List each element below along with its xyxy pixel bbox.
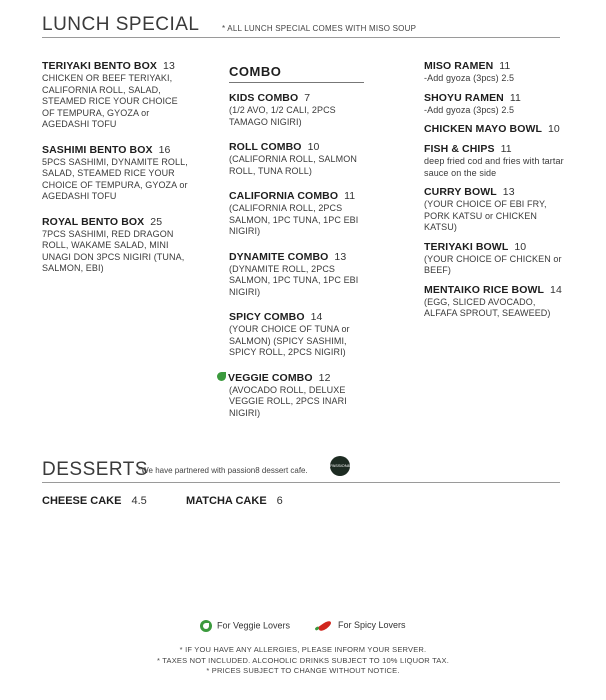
item-price: 6 (276, 495, 283, 507)
item-description: (YOUR CHOICE OF TUNA or SALMON) (SPICY SASHIMI, SPICY ROLL, 2PCS NIGIRI) (229, 324, 350, 357)
item-price: 10 (547, 123, 560, 135)
menu-item (229, 372, 369, 420)
item-price: 12 (318, 371, 331, 384)
menu-item (42, 216, 192, 275)
item-price: 4.5 (131, 495, 147, 507)
bowls-column (424, 60, 569, 327)
lunch-special-note: * ALL LUNCH SPECIAL COMES WITH MISO SOUP (222, 24, 417, 33)
item-name: CHICKEN MAYO BOWL (424, 123, 542, 135)
item-price: 10 (514, 240, 527, 253)
item-description: deep fried cod and fries with tartar sauce on the side (424, 156, 564, 178)
item-description: (YOUR CHOICE OF CHICKEN or BEEF) (424, 253, 562, 275)
item-price: 11 (344, 190, 356, 202)
menu-item (229, 311, 369, 359)
item-description: -Add gyoza (3pcs) 2.5 (424, 104, 515, 115)
item-price: 11 (499, 60, 511, 72)
desserts-divider (42, 482, 560, 483)
item-name: MENTAIKO RICE BOWL (424, 283, 545, 296)
item-description: (YOUR CHOICE OF EBI FRY, PORK KATSU or CHICKEN KATSU) (424, 199, 547, 232)
item-description: -Add gyoza (3pcs) 2.5 (424, 73, 515, 83)
item-description: (CALIFORNIA ROLL, 2PCS SALMON, 1PC TUNA, 1PC EBI NIGIRI) (229, 203, 359, 236)
footer-line: * TAXES NOT INCLUDED. ALCOHOLIC DRINKS SUBJECT TO 10% LIQUOR TAX. (157, 655, 449, 665)
item-name: VEGGIE COMBO (228, 371, 313, 384)
item-name: CHEESE CAKE (42, 495, 122, 507)
item-description: (1/2 AVO, 1/2 CALI, 2PCS TAMAGO NIGIRI) (229, 105, 336, 127)
dessert-item (186, 495, 283, 507)
item-price: 13 (163, 60, 175, 72)
footer-notes (0, 645, 606, 677)
item-description: (CALIFORNIA ROLL, SALMON ROLL, TUNA ROLL) (229, 154, 357, 176)
item-name: TERIYAKI BOWL (424, 240, 509, 253)
menu-item (424, 284, 569, 320)
item-price: 14 (310, 311, 323, 323)
menu-item (424, 241, 569, 277)
menu-item (229, 92, 369, 128)
item-price: 11 (500, 143, 512, 155)
veggie-leaf-icon (217, 372, 226, 381)
menu-item (424, 123, 569, 136)
desserts-note: *We have partnered with passion8 dessert cafe. (138, 466, 308, 475)
item-price: 14 (550, 283, 562, 296)
menu-item (424, 143, 569, 179)
menu-item (424, 92, 569, 117)
menu-item (42, 144, 192, 203)
chili-pepper-icon (318, 619, 333, 632)
dessert-item (42, 495, 147, 507)
footer-line: * PRICES SUBJECT TO CHANGE WITHOUT NOTICE. (206, 666, 400, 675)
item-name: SASHIMI BENTO BOX (42, 143, 153, 156)
item-name: TERIYAKI BENTO BOX (42, 60, 157, 72)
veggie-leaf-icon (200, 620, 212, 632)
legend-spicy: For Spicy Lovers (318, 620, 406, 630)
menu-item (424, 186, 569, 234)
item-name: SPICY COMBO (229, 311, 305, 323)
combo-column (229, 64, 369, 432)
item-name: MATCHA CAKE (186, 495, 267, 507)
item-description: (AVOCADO ROLL, DELUXE VEGGIE ROLL, 2PCS INARI NIGIRI) (229, 384, 347, 418)
passion8-logo: PASSION8 (330, 456, 350, 476)
item-price: 11 (509, 91, 521, 104)
desserts-title: DESSERTS (42, 459, 149, 480)
item-name: FISH & CHIPS (424, 143, 495, 155)
item-price: 13 (334, 250, 347, 263)
combo-heading: COMBO (229, 64, 364, 83)
menu-item (229, 141, 369, 177)
footer-line: * IF YOU HAVE ANY ALLERGIES, PLEASE INFORM YOUR SERVER. (179, 645, 427, 654)
item-price: 7 (304, 92, 311, 104)
item-name: ROYAL BENTO BOX (42, 215, 145, 228)
item-name: ROLL COMBO (229, 141, 302, 153)
item-description: 5PCS SASHIMI, DYNAMITE ROLL, SALAD, STEAMED RICE YOUR CHOICE OF TEMPURA, GYOZA or AGEDASHI TOFU (42, 156, 188, 201)
item-name: KIDS COMBO (229, 92, 299, 104)
item-price: 16 (158, 143, 171, 156)
menu-item (424, 60, 569, 85)
item-name: CALIFORNIA COMBO (229, 190, 339, 202)
item-name: DYNAMITE COMBO (229, 250, 329, 263)
item-description: (DYNAMITE ROLL, 2PCS SALMON, 1PC TUNA, 1PC EBI NIGIRI) (229, 263, 359, 297)
item-description: (EGG, SLICED AVOCADO, ALFAFA SPROUT, SEAWEED) (424, 296, 551, 318)
item-price: 10 (307, 141, 320, 153)
menu-item (229, 190, 369, 238)
lunch-special-title: LUNCH SPECIAL (42, 14, 200, 35)
menu-item (229, 251, 369, 299)
item-name: SHOYU RAMEN (424, 91, 504, 104)
item-price: 13 (502, 186, 515, 198)
item-price: 25 (150, 215, 163, 228)
item-description: 7PCS SASHIMI, RED DRAGON ROLL, WAKAME SALAD, MINI UNAGI DON 3PCS NIGIRI (TUNA, SALMON, EBI) (42, 228, 185, 273)
item-description: CHICKEN OR BEEF TERIYAKI, CALIFORNIA ROLL, SALAD, STEAMED RICE YOUR CHOICE OF TEMPURA, GYOZA or AGEDASHI TOFU (42, 73, 178, 129)
item-name: CURRY BOWL (424, 186, 497, 198)
item-name: MISO RAMEN (424, 60, 494, 72)
legend-veggie: For Veggie Lovers (200, 620, 290, 632)
menu-item (42, 60, 192, 131)
bento-column (42, 60, 192, 288)
lunch-divider (42, 37, 560, 38)
